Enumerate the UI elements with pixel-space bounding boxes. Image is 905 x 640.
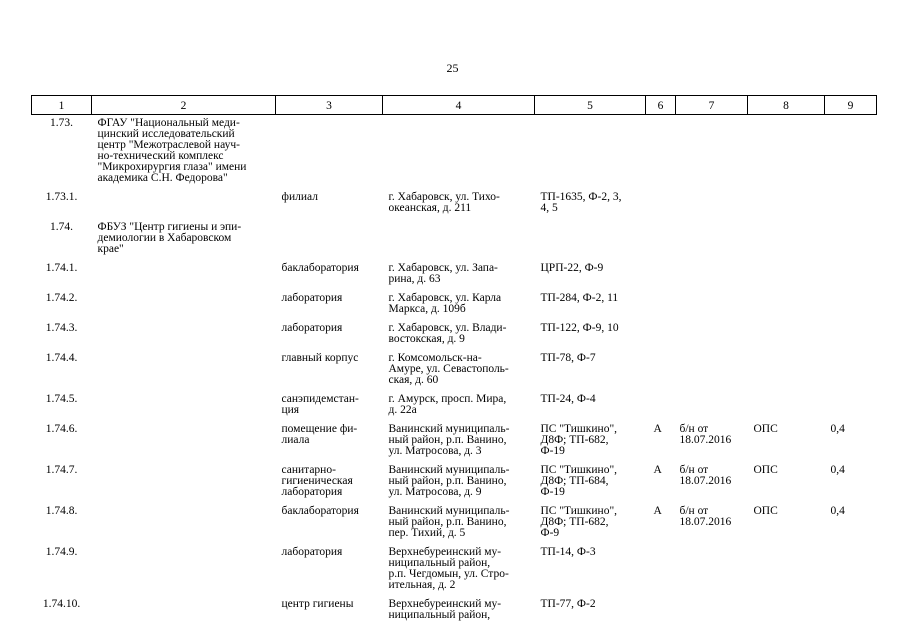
table-cell: А [653,423,662,435]
table-row [32,290,877,320]
table-cell [825,260,877,290]
table-cell [676,391,748,421]
table-cell [92,189,276,219]
table-header-row [32,96,877,115]
table-cell: санэпидемстан- ция [281,393,359,416]
table-cell [825,290,877,320]
table-cell: 1.74. [50,221,73,233]
table-cell [825,391,877,421]
table-cell [676,544,748,596]
table-cell: 1.74.4. [45,352,78,364]
table-cell [646,596,676,626]
table-cell: баклаборатория [281,505,359,517]
table-row [32,596,877,626]
table-cell [748,596,825,626]
table-cell [92,503,276,544]
table-cell: б/н от 18.07.2016 [679,423,732,446]
table-row [32,462,877,503]
table-cell: лаборатория [281,292,343,304]
table-row [32,503,877,544]
table-cell [92,391,276,421]
table-cell [92,596,276,626]
table-cell: 1.74.1. [45,262,78,274]
table-cell [92,421,276,462]
table-row [32,421,877,462]
table-cell: Ванинский муниципаль- ный район, р.п. Ванино, ул. Матросова, д. 3 [388,423,510,457]
table-cell: 1.74.3. [45,322,78,334]
table-cell: г. Хабаровск, ул. Тихо- океанская, д. 211 [388,191,500,214]
column-header: 7 [676,96,748,115]
table-cell [92,290,276,320]
table-cell: лаборатория [281,546,343,558]
table-cell [276,115,383,190]
table-cell: ТП-77, Ф-2 [540,598,596,610]
table-cell: 0,4 [830,464,845,476]
table-cell [676,115,748,190]
table-cell [646,320,676,350]
table-cell [646,290,676,320]
table-cell: ПС "Тишкино", Д8Ф; ТП-682, Ф-19 [540,423,618,457]
table-cell: 1.74.7. [45,464,78,476]
table-cell [92,350,276,391]
table-cell [825,596,877,626]
table-cell: ЦРП-22, Ф-9 [540,262,604,274]
table-cell [646,189,676,219]
table-cell: 1.74.6. [45,423,78,435]
table-cell [676,189,748,219]
table-cell: ТП-284, Ф-2, 11 [540,292,619,304]
table-cell: ТП-122, Ф-9, 10 [540,322,619,334]
column-header: 5 [535,96,646,115]
table-cell [535,115,646,190]
table-row [32,189,877,219]
table-cell: ТП-14, Ф-3 [540,546,596,558]
table-cell: Верхнебуреинский му- ниципальный район, р.п. Чегдомын, ул. Стро- ительная, д. 2 [388,546,509,591]
table-cell [748,391,825,421]
table-cell [92,462,276,503]
table-cell: 1.74.5. [45,393,78,405]
table-cell: центр гигиены [281,598,354,610]
table-cell: б/н от 18.07.2016 [679,464,732,487]
table-cell: А [653,505,662,517]
registry-table [31,95,877,626]
table-cell [646,544,676,596]
table-cell [748,189,825,219]
table-cell [646,260,676,290]
table-cell [646,391,676,421]
table-cell [748,350,825,391]
table-cell: б/н от 18.07.2016 [679,505,732,528]
table-cell [748,290,825,320]
table-cell: ПС "Тишкино", Д8Ф; ТП-684, Ф-19 [540,464,618,498]
table-cell: 1.74.2. [45,292,78,304]
column-header: 2 [92,96,276,115]
table-row [32,320,877,350]
table-cell [646,219,676,260]
table-cell [825,350,877,391]
table-cell: ОПС [753,423,778,435]
table-cell: ОПС [753,505,778,517]
table-cell: ТП-78, Ф-7 [540,352,596,364]
table-cell: санитарно- гигиеническая лаборатория [281,464,353,498]
column-header: 9 [825,96,877,115]
table-cell: 1.74.8. [45,505,78,517]
table-cell [676,350,748,391]
table-row [32,350,877,391]
column-header: 4 [383,96,535,115]
table-cell [646,350,676,391]
table-cell [383,115,535,190]
table-cell [383,219,535,260]
table-cell: г. Хабаровск, ул. Запа- рина, д. 63 [388,262,498,285]
table-cell [92,260,276,290]
table-cell: 1.74.9. [45,546,78,558]
table-cell: помещение фи- лиала [281,423,358,446]
table-cell [748,219,825,260]
table-cell [748,544,825,596]
table-cell: г. Комсомольск-на- Амуре, ул. Севастополь- ская, д. 60 [388,352,509,386]
table-cell: 1.73.1. [45,191,78,203]
column-header: 1 [32,96,92,115]
column-header: 6 [646,96,676,115]
table-row [32,219,877,260]
page-number: 25 [446,61,459,75]
table-cell: Верхнебуреинский му- ниципальный район, [388,598,502,621]
table-cell [646,115,676,190]
table-cell [748,115,825,190]
table-cell [676,219,748,260]
table-cell: баклаборатория [281,262,359,274]
table-cell [825,189,877,219]
table-cell: главный корпус [281,352,359,364]
table-cell [676,290,748,320]
table-cell [748,320,825,350]
table-cell: Ванинский муниципаль- ный район, р.п. Ванино, ул. Матросова, д. 9 [388,464,510,498]
table-cell: г. Хабаровск, ул. Карла Маркса, д. 109б [388,292,502,315]
table-cell: А [653,464,662,476]
table-cell [92,320,276,350]
table-cell: ПС "Тишкино", Д8Ф; ТП-682, Ф-9 [540,505,618,539]
table-cell [825,544,877,596]
table-cell [825,320,877,350]
table-cell: 1.73. [50,117,73,129]
table-cell: ФБУЗ "Центр гигиены и эпи- демиологии в Хабаровском крае" [97,221,242,255]
table-cell [676,260,748,290]
table-cell [825,219,877,260]
table-cell: ФГАУ "Национальный меди- цинский исследовательский центр "Межотраслевой науч- но-технический комплекс "Микрохирургия глаза" имени академика С.Н. Федорова" [97,117,247,184]
table-cell [676,320,748,350]
table-cell [276,219,383,260]
table-row [32,260,877,290]
table-cell: 0,4 [830,505,845,517]
table-cell [825,115,877,190]
table-cell: Ванинский муниципаль- ный район, р.п. Ванино, пер. Тихий, д. 5 [388,505,510,539]
column-header: 3 [276,96,383,115]
table-cell: 0,4 [830,423,845,435]
table-cell [748,260,825,290]
table-cell [92,544,276,596]
table-row [32,544,877,596]
table-cell: г. Хабаровск, ул. Влади- востокская, д. 9 [388,322,507,345]
table-cell [535,219,646,260]
table-row [32,115,877,190]
column-header: 8 [748,96,825,115]
table-cell: лаборатория [281,322,343,334]
table-cell: ОПС [753,464,778,476]
table-row [32,391,877,421]
table-cell: филиал [281,191,318,203]
table-cell: ТП-24, Ф-4 [540,393,596,405]
table-cell: 1.74.10. [42,598,81,610]
table-cell: г. Амурск, просп. Мира, д. 22а [388,393,507,416]
table-cell [676,596,748,626]
table-cell: ТП-1635, Ф-2, 3, 4, 5 [540,191,622,214]
